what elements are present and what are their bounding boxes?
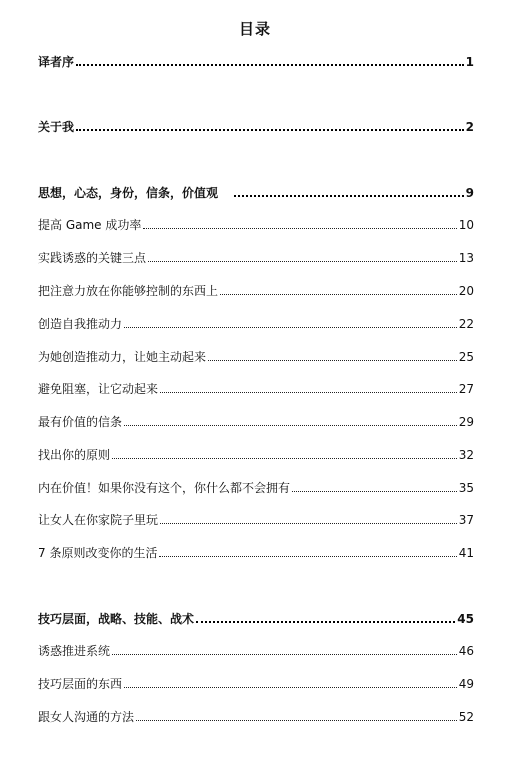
toc-entry (38, 674, 474, 692)
toc-entry-page: 25 (458, 350, 474, 364)
dot-leader (143, 227, 456, 229)
toc-entry-page: 9 (465, 186, 474, 200)
dot-leader (160, 522, 457, 524)
toc-entry (38, 117, 474, 135)
toc-entry (38, 281, 474, 299)
toc-entry-title: 提高 Game 成功率 (38, 218, 142, 232)
toc-entry-page: 32 (458, 448, 474, 462)
toc-entry (38, 412, 474, 430)
toc-entry-page: 27 (458, 382, 474, 396)
toc-entry-page: 1 (465, 55, 474, 69)
toc-entry-title: 技巧层面的东西 (38, 677, 123, 691)
toc-entry-page: 20 (458, 284, 474, 298)
toc-entry (38, 707, 474, 725)
toc-entry-page: 13 (458, 251, 474, 265)
toc-entry-title: 最有价值的信条 (38, 415, 123, 429)
toc-entry-title: 跟女人沟通的方法 (38, 710, 135, 724)
dot-leader (124, 326, 457, 328)
toc-entry (38, 510, 474, 528)
toc-entry (38, 609, 474, 627)
dot-leader (136, 719, 457, 721)
toc-entry (38, 248, 474, 266)
dot-leader (124, 686, 457, 688)
toc-entry-page: 46 (458, 644, 474, 658)
toc-entry (38, 379, 474, 397)
toc-entry (38, 183, 474, 201)
toc-entry-page: 49 (458, 677, 474, 691)
toc-entry-page: 52 (458, 710, 474, 724)
dot-leader (148, 260, 457, 262)
toc-entry-title: 内在价值！如果你没有这个，你什么都不会拥有 (38, 481, 291, 495)
toc-entry-page: 37 (458, 513, 474, 527)
toc-entry-title: 找出你的原则 (38, 448, 111, 462)
toc-entry (38, 641, 474, 659)
dot-leader (112, 653, 457, 655)
toc-entry-title: 为她创造推动力，让她主动起来 (38, 350, 207, 364)
toc-entry (38, 215, 474, 233)
toc-entry (38, 314, 474, 332)
toc-entry-title: 让女人在你家院子里玩 (38, 513, 159, 527)
dot-leader (196, 620, 455, 623)
toc-entry (38, 478, 474, 496)
dot-leader (124, 424, 457, 426)
toc-entry-title: 把注意力放在你能够控制的东西上 (38, 284, 219, 298)
dot-leader (112, 457, 457, 459)
toc-entry-page: 29 (458, 415, 474, 429)
toc-entry-page: 22 (458, 317, 474, 331)
toc-entry (38, 347, 474, 365)
dot-leader (76, 63, 464, 66)
toc-entry-title: 避免阻塞，让它动起来 (38, 382, 159, 396)
dot-leader (208, 359, 457, 361)
toc-entry-page: 2 (465, 120, 474, 134)
toc-entry-page: 35 (458, 481, 474, 495)
toc-entry-page: 45 (457, 612, 474, 626)
page-title: 目录 (238, 20, 271, 38)
toc-entry-title: 实践诱惑的关键三点 (38, 251, 147, 265)
toc-entry-title: 技巧层面，战略、技能、战术 (38, 612, 195, 626)
toc-entry (38, 52, 474, 70)
toc-entry-page: 10 (458, 218, 474, 232)
dot-leader (220, 293, 457, 295)
toc-entry-title: 7 条原则改变你的生活 (38, 546, 158, 560)
toc-entry-page: 41 (458, 546, 474, 560)
dot-leader (159, 555, 456, 557)
toc-entry-title: 译者序 (38, 55, 75, 69)
dot-leader (76, 128, 464, 131)
dot-leader (160, 391, 457, 393)
toc-entry-title: 诱惑推进系统 (38, 644, 111, 658)
dot-leader (234, 194, 464, 197)
toc-entry-title: 关于我 (38, 120, 75, 134)
toc-entry-title: 创造自我推动力 (38, 317, 123, 331)
toc-entry-title: 思想，心态，身份，信条，价值观 (38, 186, 219, 200)
toc-entry (38, 543, 474, 561)
dot-leader (292, 490, 457, 492)
toc-entry (38, 445, 474, 463)
